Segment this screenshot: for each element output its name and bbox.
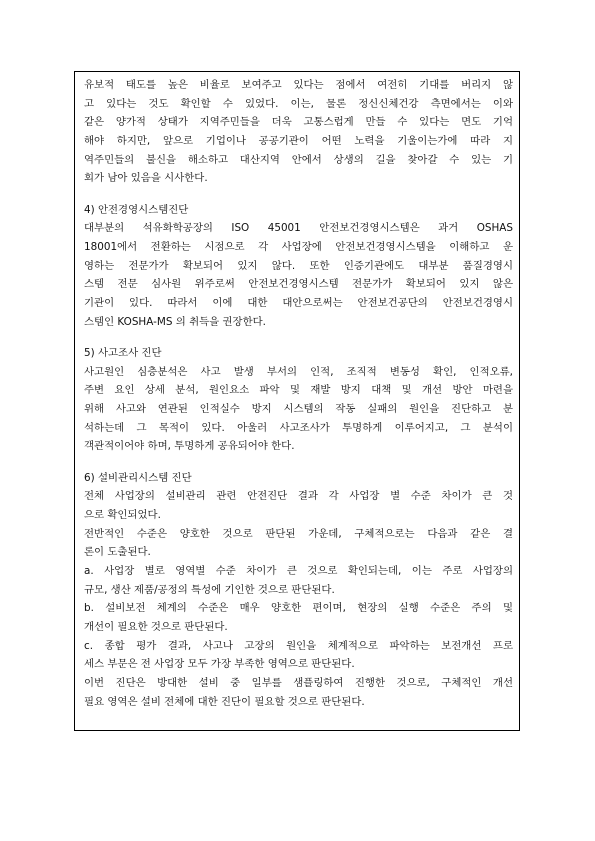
text-line: 스템 전문 심사원 위주로써 안전보건경영시스템 전문가가 확보되어 있지 않은 bbox=[84, 278, 513, 291]
text-line: 이번 진단은 방대한 설비 중 일부를 샘플링하여 진행한 것으로, 구체적인 개선 bbox=[84, 677, 513, 690]
text-line: 영하는 전문가가 확보되어 있지 않다. 또한 인증기관에도 대부분 품질경영시 bbox=[84, 259, 513, 272]
document-text-box bbox=[74, 71, 520, 731]
text-line: 대부분의 석유화학공장의 ISO 45001 안전보건경영시스템은 과거 OSHAS bbox=[84, 222, 513, 235]
text-line: 론이 도출된다. bbox=[84, 546, 151, 559]
text-line: 유보적 태도를 높은 비율로 보여주고 있다는 점에서 여전히 기대를 버리지 않 bbox=[84, 79, 513, 91]
text-line: 개선이 필요한 것으로 판단된다. bbox=[84, 621, 228, 634]
section-5 bbox=[84, 344, 513, 456]
section-heading: 5) 사고조사 진단 bbox=[84, 346, 162, 359]
section-heading: 4) 안전경영시스템진단 bbox=[84, 203, 189, 216]
text-line: 18001에서 전환하는 시점으로 각 사업장에 안전보건경영시스템을 이해하고 운 bbox=[84, 241, 513, 253]
text-line: 필요 영역은 설비 전체에 대한 진단이 필요할 것으로 판단된다. bbox=[84, 695, 365, 708]
text-line: 사고원인 심층분석은 사고 발생 부서의 인적, 조직적 변동성 확인, 인적오류, bbox=[84, 365, 513, 378]
text-line: 위해 사고와 연관된 인적실수 방지 시스템의 작동 실패의 원인을 진단하고 분 bbox=[84, 403, 513, 415]
text-line: 주변 요인 상세 분석, 원인요소 파악 및 재발 방지 대책 및 개선 방안 마련을 bbox=[84, 384, 513, 397]
text-line: 전체 사업장의 설비관리 관련 안전진단 결과 각 사업장 별 수준 차이가 큰 것 bbox=[84, 490, 513, 503]
text-line: 스템인 KOSHA-MS 의 취득을 권장한다. bbox=[84, 315, 266, 328]
text-line: 해야 하지만, 앞으로 기업이나 공공기관이 어떤 노력을 기울이는가에 따라 지 bbox=[84, 135, 513, 148]
text-line: 세스 부문은 전 사업장 모두 가장 부족한 영역으로 판단된다. bbox=[84, 658, 355, 671]
spacer bbox=[84, 188, 513, 201]
text-line: 고 있다는 것도 확인할 수 있었다. 이는, 물론 정신신체건강 측면에서는 이와 bbox=[84, 97, 513, 110]
section-4 bbox=[84, 201, 513, 332]
text-line: 으로 확인되었다. bbox=[84, 508, 161, 521]
text-line: 기관이 있다. 따라서 이에 대한 대안으로써는 안전보건공단의 안전보건경영시 bbox=[84, 297, 513, 310]
spacer bbox=[84, 456, 513, 469]
section-6 bbox=[84, 469, 513, 712]
text-line: b. 설비보전 체계의 수준은 매우 양호한 편이며, 현장의 실행 수준은 주의 및 bbox=[84, 602, 513, 615]
text-line: 객관적이어야 하며, 투명하게 공유되어야 한다. bbox=[84, 440, 295, 453]
text-line: 역주민들의 불신을 해소하고 대산지역 안에서 상생의 길을 찾아갈 수 있는 기 bbox=[84, 153, 513, 166]
text-line: 같은 양가적 상태가 지역주민들을 더욱 고통스럽게 만들 수 있다는 면도 기억 bbox=[84, 116, 513, 129]
text-line: c. 종합 평가 결과, 사고나 고장의 원인을 체계적으로 파악하는 보전개선 프로 bbox=[84, 639, 513, 652]
intro-paragraph bbox=[84, 76, 513, 188]
text-line: 회가 남아 있음을 시사한다. bbox=[84, 172, 208, 185]
spacer bbox=[84, 331, 513, 344]
text-line: 석하는데 그 목적이 있다. 아울러 사고조사가 투명하게 이루어지고, 그 분석이 bbox=[84, 421, 513, 434]
section-heading: 6) 설비관리시스템 진단 bbox=[84, 471, 192, 484]
text-line: 전반적인 수준은 양호한 것으로 판단된 가운데, 구체적으로는 다음과 같은 결 bbox=[84, 527, 513, 540]
text-line: 규모, 생산 제품/공정의 특성에 기인한 것으로 판단된다. bbox=[84, 583, 335, 596]
text-line: a. 사업장 별로 영역별 수준 차이가 큰 것으로 확인되는데, 이는 주로 사업장의 bbox=[84, 565, 513, 577]
